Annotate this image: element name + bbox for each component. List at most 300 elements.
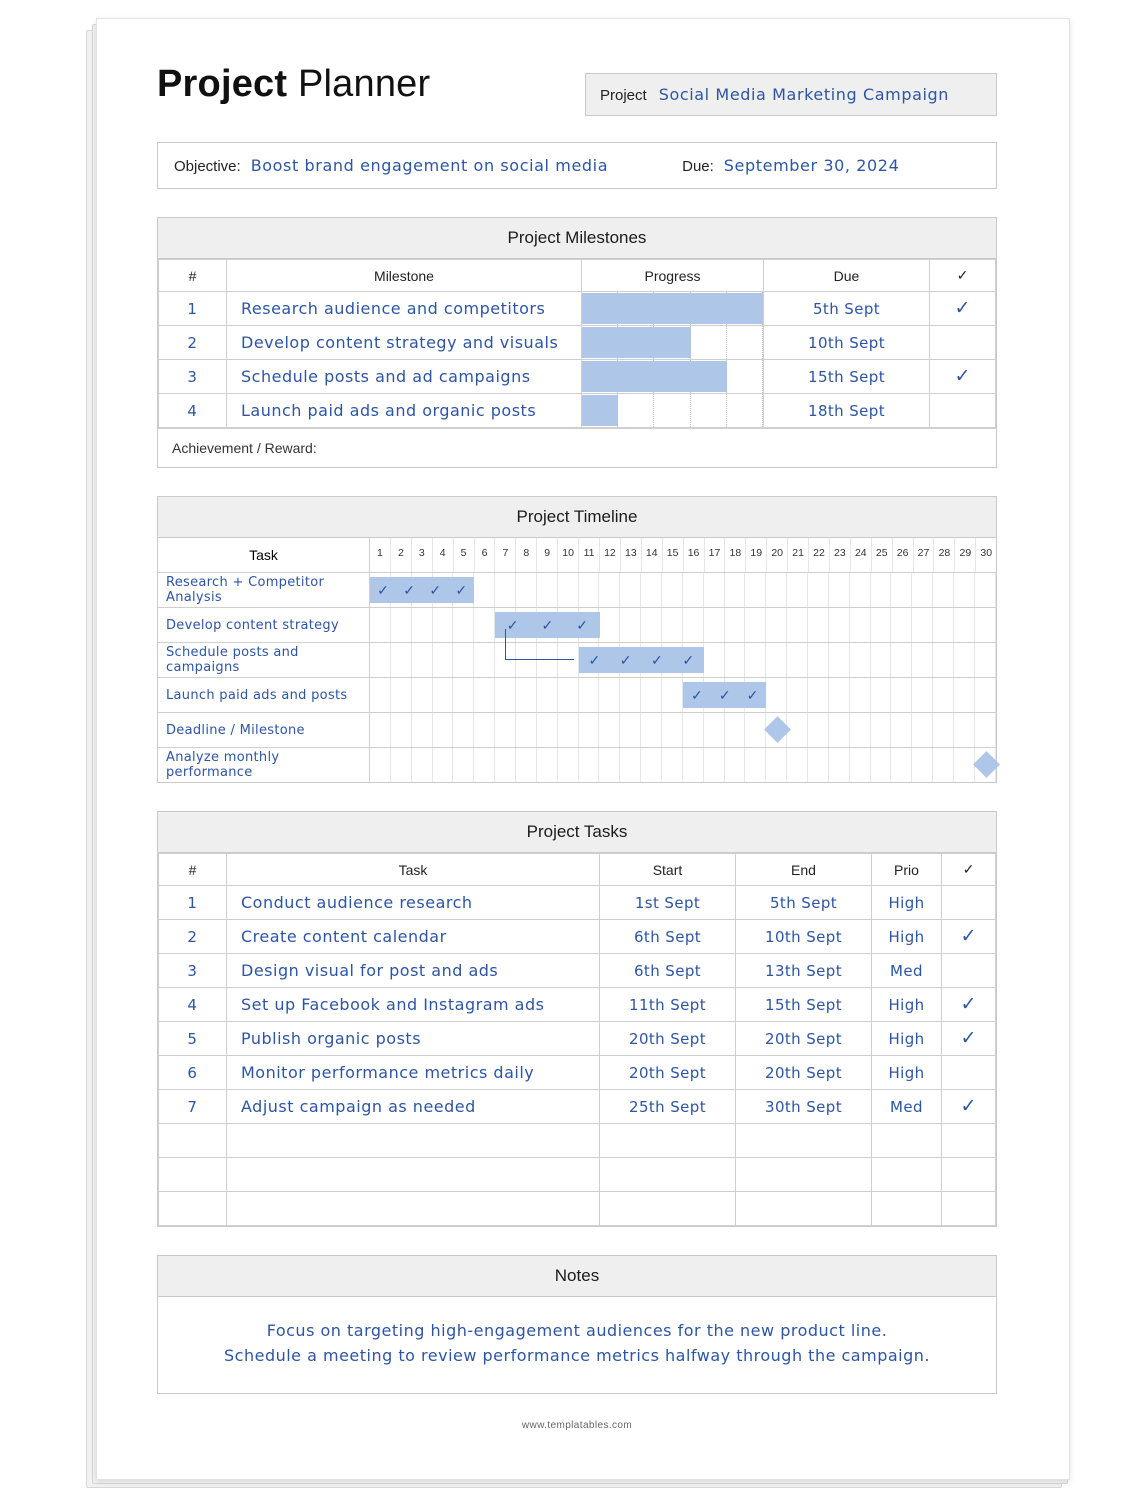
timeline-cell[interactable] — [704, 748, 725, 782]
timeline-cell[interactable] — [871, 713, 892, 747]
timeline-cell[interactable] — [912, 643, 933, 677]
timeline-cell[interactable] — [891, 678, 912, 712]
timeline-cell[interactable] — [391, 748, 412, 782]
timeline-cell[interactable] — [453, 608, 474, 642]
timeline-cell[interactable] — [745, 748, 766, 782]
timeline-cell[interactable] — [412, 608, 433, 642]
timeline-bar-check: ✓ — [506, 616, 519, 633]
timeline-cell[interactable] — [808, 678, 829, 712]
timeline-cell[interactable] — [871, 573, 892, 607]
timeline-cell[interactable] — [933, 678, 954, 712]
timeline-row[interactable] — [158, 643, 996, 678]
timeline-header — [158, 538, 996, 573]
task-priority — [872, 1124, 942, 1158]
timeline-cell[interactable] — [516, 678, 537, 712]
milestone-number: 2 — [159, 326, 227, 360]
timeline-cell[interactable] — [495, 573, 516, 607]
timeline-cell[interactable] — [474, 713, 495, 747]
timeline-rows — [158, 573, 996, 782]
tasks-table — [158, 853, 996, 1226]
timeline-row-label: Schedule posts and campaigns — [158, 643, 370, 677]
task-priority: High — [872, 920, 942, 954]
timeline-cell[interactable] — [850, 643, 871, 677]
timeline-cell[interactable] — [745, 713, 766, 747]
timeline-row[interactable] — [158, 678, 996, 713]
timeline-cell[interactable] — [370, 748, 391, 782]
task-name — [227, 1124, 600, 1158]
tasks-col-start: Start — [600, 854, 736, 886]
timeline-cell[interactable] — [537, 713, 558, 747]
task-start — [600, 1158, 736, 1192]
timeline-cell[interactable] — [641, 608, 662, 642]
timeline-day-label: 20 — [767, 538, 788, 572]
timeline-row[interactable] — [158, 573, 996, 608]
table-row[interactable] — [159, 360, 996, 394]
timeline-day-label: 24 — [851, 538, 872, 572]
timeline-cell[interactable] — [662, 573, 683, 607]
task-check[interactable] — [942, 1056, 996, 1090]
timeline-cell[interactable] — [516, 573, 537, 607]
timeline-day-label: 13 — [621, 538, 642, 572]
timeline-cell[interactable] — [829, 573, 850, 607]
milestone-progress[interactable] — [582, 292, 764, 326]
table-row[interactable] — [159, 1022, 996, 1056]
timeline-cell[interactable] — [537, 748, 558, 782]
table-row[interactable] — [159, 394, 996, 428]
timeline-cell[interactable] — [599, 573, 620, 607]
milestone-progress[interactable] — [582, 360, 764, 394]
objective-row[interactable] — [157, 142, 997, 189]
task-priority: Med — [872, 1090, 942, 1124]
timeline-cell[interactable] — [558, 748, 579, 782]
task-name: Publish organic posts — [227, 1022, 600, 1056]
milestones-title: Project Milestones — [158, 218, 996, 259]
timeline-cell[interactable] — [391, 608, 412, 642]
timeline-cell[interactable] — [954, 643, 975, 677]
timeline-cell[interactable] — [704, 608, 725, 642]
timeline-cell[interactable] — [787, 573, 808, 607]
page-header — [157, 65, 997, 116]
timeline-cell[interactable] — [829, 713, 850, 747]
timeline-cell[interactable] — [433, 748, 454, 782]
tasks-col-task: Task — [227, 854, 600, 886]
timeline-cell[interactable] — [683, 748, 704, 782]
milestone-progress[interactable] — [582, 326, 764, 360]
milestone-due: 15th Sept — [764, 360, 930, 394]
timeline-bar-check: ✓ — [377, 581, 389, 598]
timeline-cell[interactable] — [745, 573, 766, 607]
timeline-cell[interactable] — [495, 678, 516, 712]
table-row[interactable] — [159, 1124, 996, 1158]
timeline-row-label: Launch paid ads and posts — [158, 678, 370, 712]
task-check[interactable]: ✓ — [942, 920, 996, 954]
timeline-row-grid — [370, 608, 996, 642]
task-check[interactable] — [942, 1124, 996, 1158]
timeline-cell[interactable] — [891, 608, 912, 642]
timeline-cell[interactable] — [683, 713, 704, 747]
timeline-day-label: 19 — [746, 538, 767, 572]
timeline-cell[interactable] — [725, 748, 746, 782]
timeline-cell[interactable] — [453, 678, 474, 712]
milestones-col-progress: Progress — [582, 260, 764, 292]
table-row[interactable] — [159, 954, 996, 988]
timeline-cell[interactable] — [891, 643, 912, 677]
timeline-cell[interactable] — [725, 608, 746, 642]
timeline-cell[interactable] — [453, 643, 474, 677]
timeline-cell[interactable] — [871, 678, 892, 712]
timeline-cell[interactable] — [662, 678, 683, 712]
notes-title: Notes — [158, 1256, 996, 1297]
timeline-cell[interactable] — [975, 573, 996, 607]
timeline-cell[interactable] — [558, 713, 579, 747]
timeline-cell[interactable] — [891, 748, 912, 782]
timeline-cell[interactable] — [683, 573, 704, 607]
task-name: Adjust campaign as needed — [227, 1090, 600, 1124]
task-end: 10th Sept — [736, 920, 872, 954]
timeline-cell[interactable] — [829, 748, 850, 782]
timeline-cell[interactable] — [412, 643, 433, 677]
timeline-cell[interactable] — [912, 748, 933, 782]
timeline-cell[interactable] — [871, 748, 892, 782]
timeline-row[interactable] — [158, 608, 996, 643]
timeline-cell[interactable] — [474, 573, 495, 607]
table-row[interactable] — [159, 988, 996, 1022]
task-end: 5th Sept — [736, 886, 872, 920]
timeline-cell[interactable] — [787, 678, 808, 712]
timeline-cell[interactable] — [370, 608, 391, 642]
timeline-cell[interactable] — [725, 643, 746, 677]
task-end: 15th Sept — [736, 988, 872, 1022]
timeline-day-label: 26 — [893, 538, 914, 572]
timeline-bar-check: ✓ — [746, 686, 759, 703]
timeline-cell[interactable] — [641, 573, 662, 607]
task-priority: High — [872, 1056, 942, 1090]
timeline-day-label: 27 — [914, 538, 935, 572]
timeline-cell[interactable] — [912, 713, 933, 747]
milestone-name: Research audience and competitors — [227, 292, 582, 326]
timeline-cell[interactable] — [662, 748, 683, 782]
timeline-cell[interactable] — [745, 608, 766, 642]
timeline-cell[interactable] — [391, 678, 412, 712]
timeline-cell[interactable] — [537, 678, 558, 712]
timeline-cell[interactable] — [662, 713, 683, 747]
task-number: 3 — [159, 954, 227, 988]
milestone-check[interactable] — [930, 326, 996, 360]
timeline-cell[interactable] — [641, 713, 662, 747]
task-end: 20th Sept — [736, 1022, 872, 1056]
timeline-cell[interactable] — [433, 608, 454, 642]
timeline-cell[interactable] — [391, 643, 412, 677]
timeline-cell[interactable] — [495, 713, 516, 747]
timeline-bar-check: ✓ — [588, 651, 601, 668]
timeline-bar-check: ✓ — [619, 651, 632, 668]
task-check[interactable]: ✓ — [942, 1022, 996, 1056]
milestone-due: 10th Sept — [764, 326, 930, 360]
timeline-cell[interactable] — [975, 713, 996, 747]
timeline-row-label: Analyze monthly performance — [158, 748, 370, 782]
project-name-field[interactable] — [585, 73, 997, 116]
table-row[interactable] — [159, 1158, 996, 1192]
timeline-row[interactable] — [158, 748, 996, 782]
timeline-cell[interactable] — [704, 573, 725, 607]
timeline-cell[interactable] — [620, 748, 641, 782]
milestones-col-check: ✓ — [930, 260, 996, 292]
task-check[interactable] — [942, 1192, 996, 1226]
timeline-cell[interactable] — [766, 748, 787, 782]
timeline-cell[interactable] — [829, 678, 850, 712]
timeline-cell[interactable] — [453, 713, 474, 747]
timeline-cell[interactable] — [412, 678, 433, 712]
timeline-cell[interactable] — [704, 643, 725, 677]
timeline-cell[interactable] — [933, 573, 954, 607]
task-name — [227, 1192, 600, 1226]
page-title-light: Planner — [287, 63, 431, 105]
timeline-cell[interactable] — [725, 713, 746, 747]
timeline-day-label: 10 — [558, 538, 579, 572]
timeline-cell[interactable] — [871, 643, 892, 677]
timeline-cell[interactable] — [516, 748, 537, 782]
timeline-cell[interactable] — [787, 608, 808, 642]
timeline-bar-check: ✓ — [691, 686, 703, 703]
timeline-cell[interactable] — [704, 713, 725, 747]
table-row[interactable] — [159, 326, 996, 360]
timeline-bar[interactable] — [579, 647, 704, 673]
timeline-grid — [158, 538, 996, 782]
timeline-cell[interactable] — [829, 608, 850, 642]
timeline-cell[interactable] — [683, 608, 704, 642]
timeline-bar[interactable] — [370, 577, 474, 603]
page-content — [157, 65, 997, 1431]
task-end: 13th Sept — [736, 954, 872, 988]
task-name — [227, 1158, 600, 1192]
timeline-cell[interactable] — [641, 678, 662, 712]
table-row[interactable] — [159, 920, 996, 954]
milestone-number: 1 — [159, 292, 227, 326]
milestone-check[interactable]: ✓ — [930, 360, 996, 394]
notes-line: Schedule a meeting to review performance metrics halfway through the campaign. — [224, 1346, 930, 1365]
task-priority: High — [872, 988, 942, 1022]
timeline-cell[interactable] — [933, 713, 954, 747]
timeline-cell[interactable] — [391, 713, 412, 747]
timeline-cell[interactable] — [599, 713, 620, 747]
timeline-cell[interactable] — [829, 643, 850, 677]
timeline-cell[interactable] — [558, 573, 579, 607]
timeline-cell[interactable] — [891, 713, 912, 747]
timeline-cell[interactable] — [808, 573, 829, 607]
objective-label: Objective: — [174, 158, 241, 175]
timeline-cell[interactable] — [766, 678, 787, 712]
timeline-cell[interactable] — [725, 573, 746, 607]
timeline-cell[interactable] — [954, 573, 975, 607]
timeline-cell[interactable] — [599, 608, 620, 642]
timeline-cell[interactable] — [912, 608, 933, 642]
planner-sheet — [96, 18, 1070, 1480]
timeline-cell[interactable] — [850, 608, 871, 642]
footer-url: www.templatables.com — [521, 1420, 633, 1431]
timeline-cell[interactable] — [954, 608, 975, 642]
timeline-cell[interactable] — [412, 748, 433, 782]
timeline-cell[interactable] — [808, 713, 829, 747]
timeline-row-grid — [370, 573, 996, 607]
task-number: 6 — [159, 1056, 227, 1090]
timeline-row-grid — [370, 643, 996, 677]
timeline-cell[interactable] — [745, 643, 766, 677]
table-row[interactable] — [159, 1192, 996, 1226]
timeline-day-label: 6 — [475, 538, 496, 572]
task-priority: Med — [872, 954, 942, 988]
table-row[interactable] — [159, 886, 996, 920]
timeline-cell[interactable] — [433, 643, 454, 677]
task-check[interactable] — [942, 1158, 996, 1192]
timeline-row[interactable] — [158, 713, 996, 748]
timeline-cell[interactable] — [599, 678, 620, 712]
timeline-cell[interactable] — [579, 713, 600, 747]
timeline-day-label: 28 — [934, 538, 955, 572]
timeline-cell[interactable] — [579, 678, 600, 712]
timeline-cell[interactable] — [808, 608, 829, 642]
notes-body[interactable] — [158, 1297, 996, 1393]
due-label: Due: — [682, 158, 714, 175]
timeline-cell[interactable] — [954, 748, 975, 782]
timeline-cell[interactable] — [808, 748, 829, 782]
timeline-cell[interactable] — [641, 748, 662, 782]
timeline-cell[interactable] — [453, 748, 474, 782]
task-number: 1 — [159, 886, 227, 920]
timeline-cell[interactable] — [579, 748, 600, 782]
task-end: 30th Sept — [736, 1090, 872, 1124]
timeline-cell[interactable] — [850, 573, 871, 607]
timeline-dependency-connector — [505, 629, 575, 660]
timeline-card — [157, 496, 997, 783]
milestone-progress[interactable] — [582, 394, 764, 428]
task-check[interactable]: ✓ — [942, 988, 996, 1022]
timeline-cell[interactable] — [474, 608, 495, 642]
timeline-cell[interactable] — [474, 678, 495, 712]
timeline-day-label: 14 — [642, 538, 663, 572]
task-number — [159, 1124, 227, 1158]
timeline-cell[interactable] — [766, 573, 787, 607]
timeline-cell[interactable] — [975, 643, 996, 677]
timeline-cell[interactable] — [871, 608, 892, 642]
timeline-day-label: 2 — [391, 538, 412, 572]
notes-card — [157, 1255, 997, 1394]
timeline-cell[interactable] — [975, 678, 996, 712]
timeline-cell[interactable] — [495, 748, 516, 782]
timeline-cell[interactable] — [516, 713, 537, 747]
timeline-cell[interactable] — [558, 678, 579, 712]
table-row[interactable] — [159, 292, 996, 326]
milestones-col-due: Due — [764, 260, 930, 292]
milestone-name: Develop content strategy and visuals — [227, 326, 582, 360]
timeline-cell[interactable] — [787, 643, 808, 677]
timeline-cell[interactable] — [912, 573, 933, 607]
timeline-cell[interactable] — [954, 713, 975, 747]
task-end — [736, 1192, 872, 1226]
milestone-due: 5th Sept — [764, 292, 930, 326]
timeline-day-label: 3 — [412, 538, 433, 572]
milestone-check[interactable] — [930, 394, 996, 428]
timeline-cell[interactable] — [850, 748, 871, 782]
project-label: Project — [600, 87, 647, 104]
timeline-cell[interactable] — [975, 608, 996, 642]
timeline-cell[interactable] — [933, 748, 954, 782]
timeline-cell[interactable] — [370, 713, 391, 747]
timeline-cell[interactable] — [579, 573, 600, 607]
timeline-cell[interactable] — [370, 643, 391, 677]
timeline-cell[interactable] — [433, 713, 454, 747]
task-check[interactable]: ✓ — [942, 1090, 996, 1124]
timeline-day-label: 25 — [872, 538, 893, 572]
task-number: 2 — [159, 920, 227, 954]
task-check[interactable] — [942, 886, 996, 920]
timeline-bar-check: ✓ — [576, 616, 588, 633]
timeline-cell[interactable] — [933, 643, 954, 677]
task-name: Design visual for post and ads — [227, 954, 600, 988]
timeline-day-label: 15 — [663, 538, 684, 572]
due-value: September 30, 2024 — [723, 156, 900, 175]
table-row[interactable] — [159, 1056, 996, 1090]
milestone-number: 3 — [159, 360, 227, 394]
timeline-cell[interactable] — [850, 678, 871, 712]
timeline-cell[interactable] — [474, 643, 495, 677]
timeline-cell[interactable] — [620, 678, 641, 712]
timeline-cell[interactable] — [662, 608, 683, 642]
milestone-due: 18th Sept — [764, 394, 930, 428]
timeline-cell[interactable] — [787, 748, 808, 782]
timeline-row-label: Develop content strategy — [158, 608, 370, 642]
timeline-cell[interactable] — [620, 573, 641, 607]
task-name: Set up Facebook and Instagram ads — [227, 988, 600, 1022]
timeline-cell[interactable] — [433, 678, 454, 712]
task-number: 5 — [159, 1022, 227, 1056]
page-title — [157, 65, 430, 103]
task-name: Conduct audience research — [227, 886, 600, 920]
task-check[interactable] — [942, 954, 996, 988]
task-number: 7 — [159, 1090, 227, 1124]
milestone-check[interactable]: ✓ — [930, 292, 996, 326]
task-start: 6th Sept — [600, 954, 736, 988]
timeline-cell[interactable] — [933, 608, 954, 642]
tasks-col-end: End — [736, 854, 872, 886]
timeline-cell[interactable] — [620, 608, 641, 642]
timeline-cell[interactable] — [412, 713, 433, 747]
timeline-row-grid — [370, 748, 996, 782]
timeline-day-label: 30 — [980, 547, 993, 559]
timeline-cell[interactable] — [891, 573, 912, 607]
timeline-cell[interactable] — [766, 643, 787, 677]
objective-value: Boost brand engagement on social media — [250, 156, 609, 175]
timeline-cell[interactable] — [808, 643, 829, 677]
timeline-cell[interactable] — [766, 608, 787, 642]
timeline-cell[interactable] — [599, 748, 620, 782]
timeline-bar-check: ✓ — [651, 651, 663, 668]
tasks-col-num: # — [159, 854, 227, 886]
milestones-card — [157, 217, 997, 468]
timeline-cell[interactable] — [954, 678, 975, 712]
task-start: 6th Sept — [600, 920, 736, 954]
timeline-cell[interactable] — [370, 678, 391, 712]
timeline-bar-check: ✓ — [429, 581, 442, 598]
timeline-bar[interactable] — [683, 682, 766, 708]
table-row[interactable] — [159, 1090, 996, 1124]
timeline-cell[interactable] — [620, 713, 641, 747]
milestones-col-name: Milestone — [227, 260, 582, 292]
timeline-cell[interactable] — [474, 748, 495, 782]
timeline-cell[interactable] — [537, 573, 558, 607]
timeline-cell[interactable] — [850, 713, 871, 747]
timeline-day-label: 16 — [684, 538, 705, 572]
timeline-cell[interactable] — [912, 678, 933, 712]
